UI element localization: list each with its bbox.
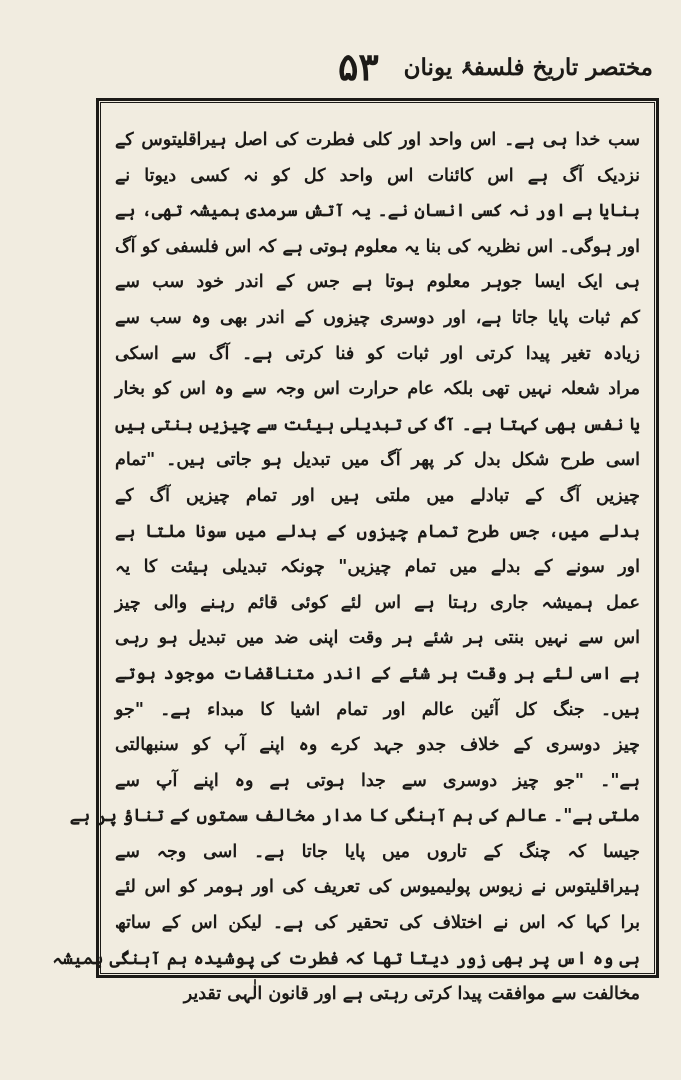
text-line: ہیراقلیتوس نے زیوس پولیمیوس کی تعریف کی اور ہومر کو اس لئے xyxy=(115,877,640,898)
text-line: بنایا ہے اور نہ کسی انسان نے۔ یہ آتش سرمدی ہمیشہ تھی، ہے xyxy=(115,201,640,222)
page-number: ۵۳ xyxy=(338,44,379,89)
text-line: کم ثبات پایا جاتا ہے، اور دوسری چیزوں کے اندر بھی وہ سب سے xyxy=(115,307,640,328)
text-line: ہے"۔ "جو چیز دوسری سے جدا ہوتی ہے وہ اپنے آپ سے xyxy=(115,770,640,791)
text-line: ہی وہ اس پر بھی زور دیتا تھا کہ فطرت کی پوشیدہ ہم آہنگی ہمیشہ xyxy=(52,948,640,969)
text-line: اس سے نہیں بنتی ہر شئے ہر وقت اپنی ضد میں تبدیل ہو رہی xyxy=(115,628,640,649)
text-line: ہی ایک ایسا جوہر معلوم ہوتا ہے جس کے اندر خود سب سے xyxy=(115,272,640,293)
text-line: بدلے میں، جس طرح تمام چیزوں کے بدلے میں سونا ملتا ہے xyxy=(115,521,640,542)
text-block xyxy=(52,98,659,1005)
book-title: مختصر تاریخ فلسفۂ یونان xyxy=(403,54,653,81)
text-line: اور سونے کے بدلے میں تمام چیزیں" چونکہ تبدیلی ہیئت کا یہ xyxy=(115,557,640,578)
text-line: سب خدا ہی ہے۔ اس واحد اور کلی فطرت کی اصل ہیراقلیتوس کے xyxy=(115,130,640,150)
text-line: اسی طرح شکل بدل کر پھر آگ میں تبدیل ہو جاتی ہیں۔ "تمام xyxy=(115,450,640,471)
text-line: برا کہا کہ اس نے اختلاف کی تحقیر کی ہے۔ لیکن اس کے ساتھ xyxy=(115,913,640,934)
text-line: مخالفت سے موافقت پیدا کرتی رہتی ہے اور قانون الٰہی تقدیر xyxy=(183,984,640,1005)
text-line: عمل ہمیشہ جاری رہتا ہے اس لئے کوئی قائم رہنے والی چیز xyxy=(115,592,640,613)
text-line: اور ہوگی۔ اس نظریہ کی بنا یہ معلوم ہوتی ہے کہ اس فلسفی کو آگ xyxy=(115,236,640,257)
text-line: زیادہ تغیر پیدا کرتی اور ثبات کو فنا کرتی ہے۔ آگ سے اسکی xyxy=(115,343,640,364)
text-line: چیز دوسری کے خلاف جدو جہد کرے وہ اپنے آپ کو سنبھالتی xyxy=(115,735,640,756)
text-line: ہے اسی لئے ہر وقت ہر شئے کے اندر متناقضات موجود ہوتے xyxy=(115,663,640,684)
text-line: جیسا کہ چنگ کے تاروں میں پایا جاتا ہے۔ اسی وجہ سے xyxy=(115,841,640,862)
text-line: یا نفس بھی کہتا ہے۔ آگ کی تبدیلی ہیئت سے چیزیں بنتی ہیں xyxy=(115,414,640,435)
running-head xyxy=(0,44,681,104)
text-line: ملتی ہے"۔ عالم کی ہم آہنگی کا مدار مخالف سمتوں کے تناؤ پر ہے xyxy=(69,806,640,827)
text-line: ہیں۔ جنگ کل آئین عالم اور تمام اشیا کا مبداء ہے۔ "جو xyxy=(115,699,640,720)
text-line: نزدیک آگ ہے اس کائنات اس واحد کل کو نہ کسی دیوتا نے xyxy=(115,165,640,186)
text-line: چیزیں آگ کے تبادلے میں ملتی ہیں اور تمام چیزیں آگ کے xyxy=(115,485,640,506)
text-line: مراد شعلہ نہیں تھی بلکہ عام حرارت اس وجہ سے وہ اس کو بخار xyxy=(115,379,640,400)
